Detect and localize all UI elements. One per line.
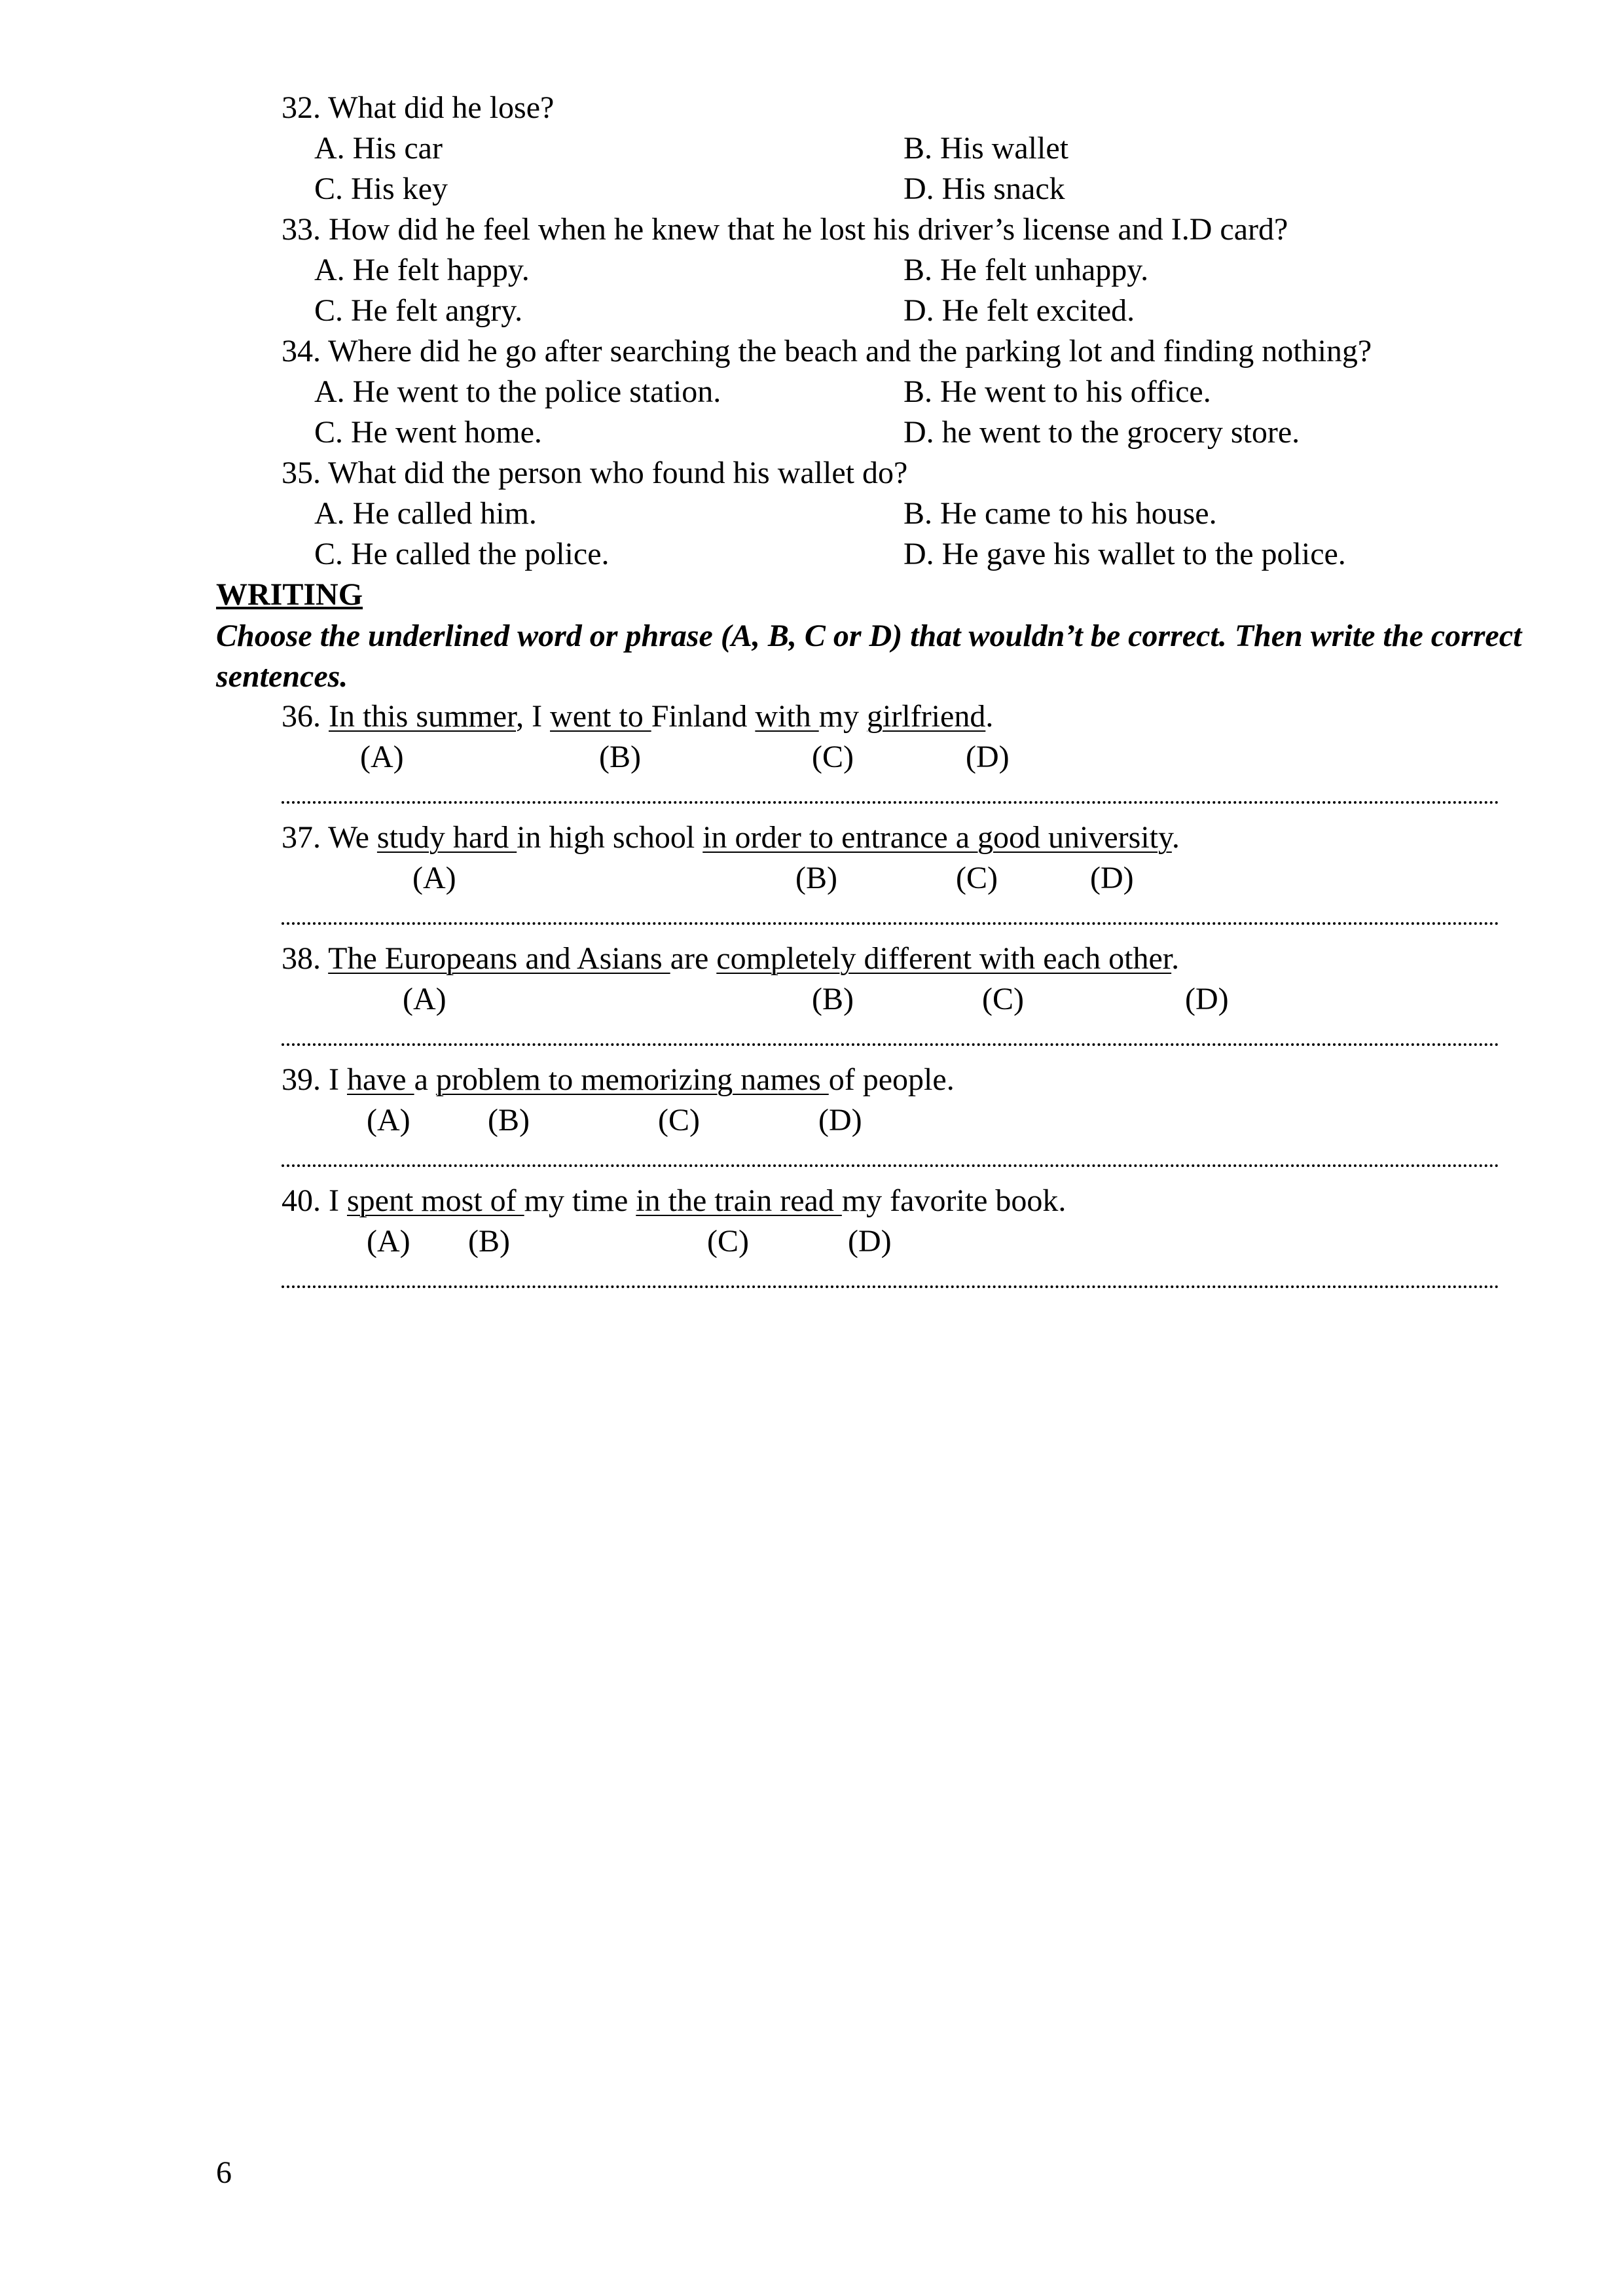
label-c: (C) [982,982,1024,1016]
question-33-option-c: C. He felt angry. [314,293,523,328]
question-33-option-d: D. He felt excited. [903,293,1135,328]
s39-part-bcd: problem to memorizing names [435,1062,829,1097]
answer-line-38[interactable] [282,1041,1499,1046]
label-b: (B) [812,982,854,1016]
s36-part-b: went to [550,699,651,734]
question-34-stem: 34. Where did he go after searching the beach and the parking lot and finding nothing? [282,334,1372,368]
s36-part-c: with [755,699,819,734]
sentence-40-labels [0,1222,1623,1261]
s37-part-a: study hard [376,820,517,855]
question-32-option-c: C. His key [314,171,448,206]
s36-part-d: girlfriend [867,699,986,734]
s39-part-a: have [346,1062,414,1097]
question-32-option-b: B. His wallet [903,131,1068,166]
question-33-stem: 33. How did he feel when he knew that he lost his driver’s license and I.D card? [282,212,1288,247]
label-b: (B) [488,1103,530,1138]
s40-part-ab: spent most of [346,1183,524,1218]
question-35-option-b: B. He came to his house. [903,496,1217,531]
sentence-37-labels [0,859,1623,898]
label-c: (C) [707,1224,749,1259]
question-33-option-a: A. He felt happy. [314,253,530,287]
sentence-40: 40. I spent most of my time in the train read my favorite book. [282,1183,1067,1218]
question-35-option-d: D. He gave his wallet to the police. [903,537,1346,571]
s38-part-bcd: completely different with each other [716,941,1172,976]
s37-part-bcd: in order to entrance a good university [702,820,1172,855]
label-a: (A) [403,982,447,1016]
question-32-option-a: A. His car [314,131,443,166]
label-b: (B) [795,861,837,895]
label-d: (D) [1185,982,1229,1016]
label-a: (A) [367,1103,410,1138]
question-32-stem: 32. What did he lose? [282,90,555,125]
writing-section-title: WRITING [216,577,363,612]
label-b: (B) [599,740,641,774]
sentence-39: 39. I have a problem to memorizing names of people. [282,1062,955,1097]
label-b: (B) [468,1224,510,1259]
label-d: (D) [818,1103,862,1138]
answer-line-36[interactable] [282,798,1499,804]
label-d: (D) [966,740,1010,774]
question-32-option-d: D. His snack [903,171,1065,206]
answer-line-37[interactable] [282,920,1499,925]
sentence-38: 38. The Europeans and Asians are completely different with each other. [282,941,1180,976]
question-35-stem: 35. What did the person who found his wallet do? [282,456,908,490]
page-number: 6 [216,2155,232,2190]
answer-line-40[interactable] [282,1283,1499,1288]
question-35-option-c: C. He called the police. [314,537,610,571]
s36-part-a: In this summer [329,699,517,734]
question-34-option-d: D. he went to the grocery store. [903,415,1300,450]
label-d: (D) [1090,861,1134,895]
label-a: (A) [367,1224,410,1259]
question-33-option-b: B. He felt unhappy. [903,253,1149,287]
answer-line-39[interactable] [282,1162,1499,1167]
sentence-37: 37. We study hard in high school in order to entrance a good university. [282,820,1180,855]
label-d: (D) [848,1224,892,1259]
s38-part-a: The Europeans and Asians [328,941,670,976]
sentence-36: 36. In this summer, I went to Finland with my girlfriend. [282,699,994,734]
sentence-39-labels [0,1101,1623,1140]
writing-instruction: Choose the underlined word or phrase (A, B, C or D) that wouldn’t be correct. Then write the correct sentences. [216,619,1522,694]
question-34-option-c: C. He went home. [314,415,542,450]
question-34-option-a: A. He went to the police station. [314,374,721,409]
sentence-38-labels [0,980,1623,1019]
s40-part-cd: in the train read [636,1183,842,1218]
label-a: (A) [360,740,404,774]
label-a: (A) [412,861,456,895]
question-34-option-b: B. He went to his office. [903,374,1211,409]
label-c: (C) [812,740,854,774]
sentence-36-labels [0,738,1623,777]
question-35-option-a: A. He called him. [314,496,537,531]
label-c: (C) [658,1103,700,1138]
label-c: (C) [956,861,998,895]
